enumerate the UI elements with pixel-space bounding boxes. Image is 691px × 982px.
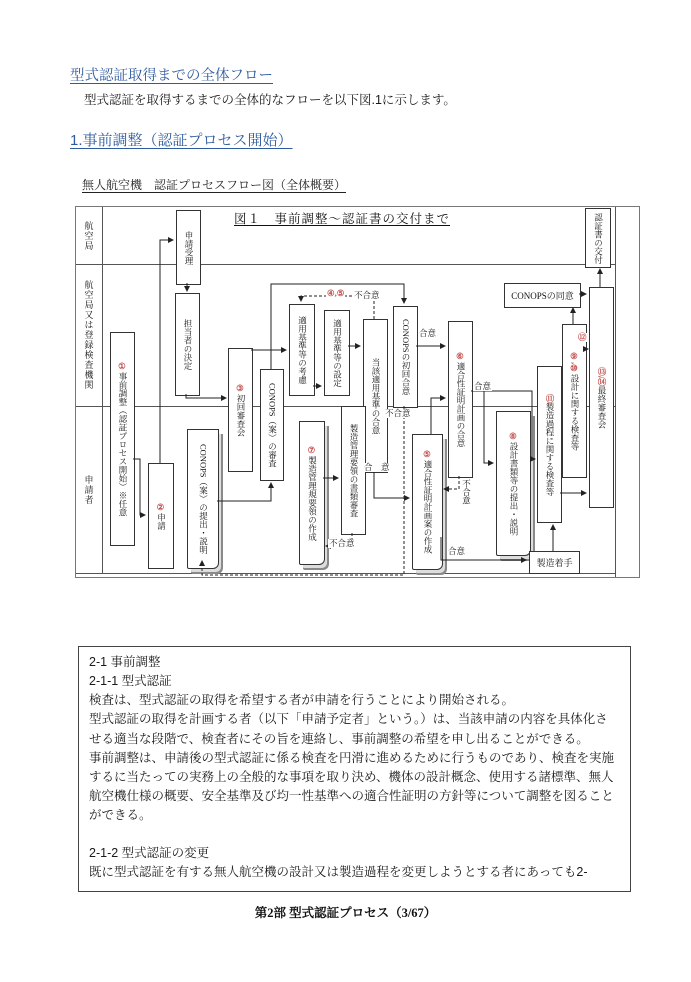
node-label: 設計に関する検査等: [569, 373, 580, 451]
node-label: 適用基準等の設定: [332, 319, 343, 387]
edge-label-disagree-manufacturing: 不合意: [329, 538, 355, 548]
edge-label-disagree-plan: 不合意: [461, 479, 472, 505]
node-8-design-docs-submission: [496, 411, 531, 556]
diagram-title: 図１ 事前調整～認証書の交付まで: [234, 212, 451, 226]
step-number: ⑨,⑩: [569, 351, 580, 374]
edge-label-disagree-conops: 不合意: [385, 408, 411, 418]
node-conops-consent: [504, 283, 581, 308]
node-7-manufacturing-rules-creation: [299, 421, 325, 565]
step-number: ⑥: [455, 352, 466, 362]
node-criteria-agreement: [363, 319, 388, 473]
node-11-manufacturing-process-inspection: [537, 366, 562, 523]
node-label: 当該適用基準の合意: [370, 357, 381, 435]
node-conops-draft-review: [260, 369, 284, 481]
node-label: 担当者の決定: [182, 319, 193, 370]
section-heading: 1.事前調整（認証プロセス開始）: [70, 132, 293, 149]
node-certificate-issuance: [585, 208, 611, 268]
node-label: CONOPSの初回合意: [400, 318, 411, 396]
figure-caption: 無人航空機 認証プロセスフロー図（全体概要）: [82, 178, 347, 192]
node-label: 認証書の交付: [593, 212, 604, 264]
intro-text: 型式認証を取得するまでの全体的なフローを以下図.1に示します。: [84, 93, 456, 107]
inner-right-border: [615, 207, 616, 577]
node-6-conformity-plan-agreement: [448, 321, 473, 478]
node-label: CONOPS（案）の審査: [267, 382, 278, 468]
node-9-10-design-inspection: [562, 324, 587, 478]
node-2-application: [148, 463, 174, 569]
node-label: 事前調整（認証プロセス開始）※任意: [117, 371, 128, 517]
lane-caa-or-inspection-org: 航空局又は登録検査機関: [83, 280, 94, 390]
node-label: 製造管理規要領の作成: [307, 455, 318, 541]
body-paragraph: 2-1-2 型式認証の変更: [89, 846, 210, 861]
node-label: 適合性証明計画案の作成: [422, 460, 433, 554]
node-application-acceptance: [176, 210, 201, 285]
node-label: 製造管理要領の書類審査: [348, 423, 359, 518]
lane-applicant: 申請者: [83, 474, 94, 505]
process-flow-diagram: [75, 206, 640, 578]
body-paragraph: 事前調整は、申請後の型式認証に係る検査を円滑に進めるために行うものであり、検査を実施するに当たっての実務上の全般的な事項を取り決め、機体の設計概念、使用する諸標準、無人航空機仕様の概要、安全基準及び均一性基準への適合性証明の方針等について調整を図ることができる。: [89, 750, 615, 822]
lane-divider-1: [76, 264, 615, 265]
node-label: CONOPS（案）の提出・説明: [198, 443, 209, 555]
node-label: CONOPSの同意: [511, 291, 574, 301]
step-number: ⑧: [508, 431, 519, 442]
body-paragraph: 2-1 事前調整: [89, 655, 161, 669]
edge-label-agree-criteria: 合 意: [364, 462, 390, 472]
node-manufacturing-start: [529, 551, 580, 574]
node-1-prior-coordination: [110, 332, 135, 546]
lane-caa: 航空局: [83, 220, 94, 251]
node-conops-initial-agreement: [393, 306, 418, 408]
node-label: 製造過程に関する検査等: [544, 402, 555, 496]
node-label: 初回審査会: [235, 393, 246, 437]
node-label: 適合性証明計画の合意: [455, 362, 466, 447]
node-criteria-consideration: [289, 304, 315, 396]
node-label: 申請受理: [183, 230, 194, 265]
node-5-conformity-plan-draft: [412, 434, 443, 570]
node-conops-draft-submission: [187, 429, 219, 569]
step-number-4-5: ④,⑤: [327, 288, 345, 298]
edge-label-agree-start: 合意: [448, 546, 466, 556]
node-criteria-setting: [324, 310, 350, 396]
lane-label-divider: [102, 207, 103, 573]
page-title: 型式認証取得までの全体フロー: [70, 68, 273, 84]
step-number: ②: [156, 502, 167, 513]
body-paragraph: 型式認証の取得を計画する者（以下「申請予定者」という。）は、当該申請の内容を具体化させる適当な段階で、検査者にその旨を連絡し、事前調整の希望を申し出ることができる。: [89, 712, 608, 746]
step-number: ⑤: [422, 450, 433, 461]
page-footer: 第2部 型式認証プロセス（3/67）: [254, 906, 437, 920]
node-label: 設計書類等の提出・説明: [508, 441, 519, 536]
node-13-14-final-review-meeting: [589, 287, 614, 508]
node-3-initial-review-meeting: [228, 348, 253, 472]
edge-label-disagree-top: 不合意: [354, 290, 380, 300]
node-label: 製造着手: [536, 558, 573, 568]
edge-label-agree-plan: 合意: [474, 381, 492, 391]
step-number: ⑦: [307, 445, 318, 456]
step-number: ⑪: [544, 393, 555, 402]
edge-label-agree-conops: 合意: [419, 328, 437, 338]
step-number-12: ⑫: [578, 332, 587, 342]
node-label: 最終審査会: [596, 385, 607, 429]
node-assign-officer: [175, 293, 200, 396]
body-paragraph: 検査は、型式認証の取得を希望する者が申請を行うことにより開始される。: [89, 693, 515, 708]
node-label: 適用基準等の考慮: [297, 316, 308, 384]
step-number: ⑬,⑭: [596, 366, 607, 386]
node-label: 申請: [156, 512, 167, 530]
step-number: ①: [117, 361, 128, 372]
body-paragraph: 2-1-1 型式認証: [89, 674, 172, 689]
step-number: ③: [235, 383, 246, 394]
body-text-box: [78, 646, 631, 892]
body-paragraph: 既に型式認証を有する無人航空機の設計又は製造過程を変更しようとする者にあっても2-: [89, 865, 588, 880]
